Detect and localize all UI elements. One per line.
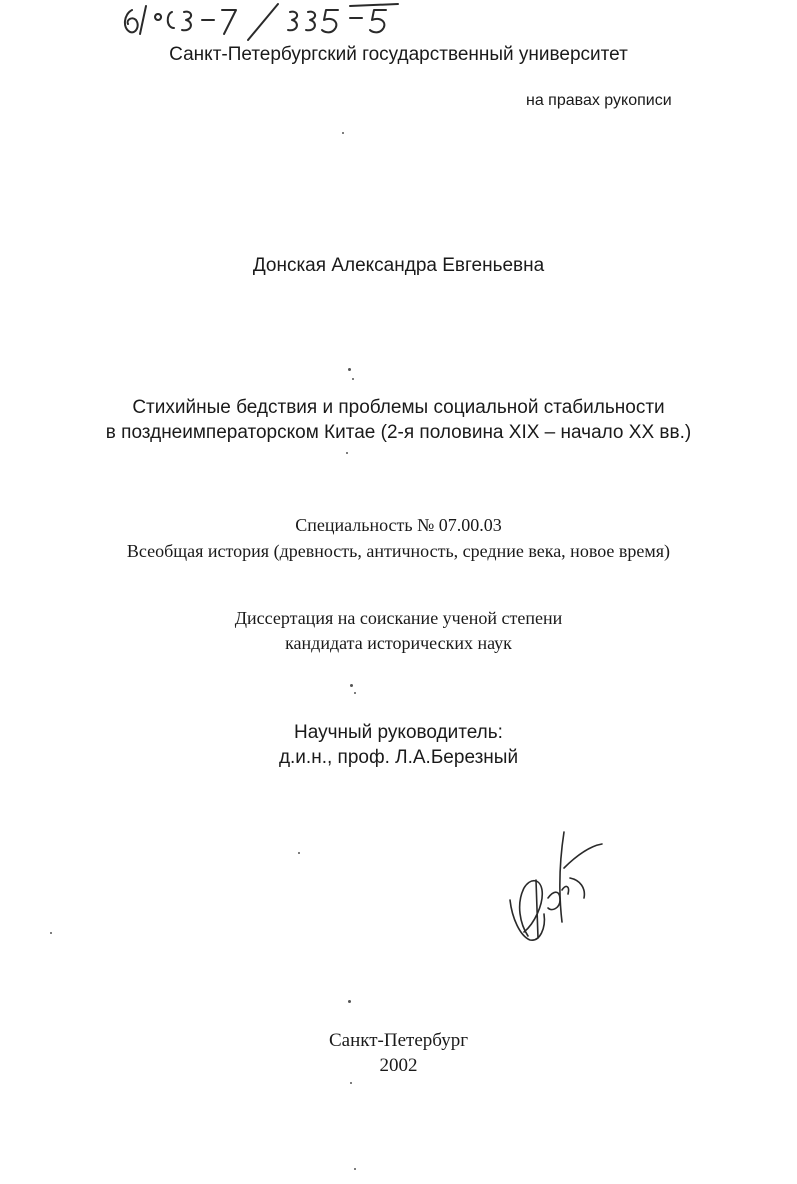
dissertation-title bbox=[0, 395, 797, 445]
year: 2002 bbox=[379, 1055, 418, 1076]
scan-speck bbox=[352, 378, 354, 380]
author-name: Донская Александра Евгеньевна bbox=[252, 255, 545, 276]
degree-line-2: кандидата исторических наук bbox=[285, 633, 512, 653]
advisor-name: д.и.н., проф. Л.А.Березный bbox=[278, 747, 519, 768]
scan-speck bbox=[298, 852, 300, 854]
specialty-field: Всеобщая история (древность, античность, средние века, новое время) bbox=[126, 541, 671, 561]
degree-line-1: Диссертация на соискание ученой степени bbox=[234, 608, 563, 628]
degree-statement bbox=[0, 606, 797, 656]
city: Санкт-Петербург bbox=[328, 1030, 468, 1051]
publication-place-year bbox=[0, 1028, 797, 1078]
title-line-1: Стихийные бедствия и проблемы социальной стабильности bbox=[132, 397, 665, 418]
university-name: Санкт-Петербургский государственный университет bbox=[169, 44, 628, 65]
scan-speck bbox=[354, 692, 356, 694]
scan-speck bbox=[342, 132, 344, 134]
handwritten-archive-code bbox=[118, 0, 498, 44]
scan-speck bbox=[348, 1000, 351, 1003]
scan-speck bbox=[350, 1082, 352, 1084]
title-line-2: в позднеимператорском Китае (2-я половина XIX – начало XX вв.) bbox=[105, 422, 692, 443]
signature bbox=[490, 828, 615, 953]
scan-speck bbox=[348, 368, 351, 371]
scientific-advisor bbox=[0, 720, 797, 770]
specialty-code: Специальность № 07.00.03 bbox=[295, 515, 502, 535]
manuscript-note: на правах рукописи bbox=[526, 92, 672, 109]
scan-speck bbox=[354, 1168, 356, 1170]
scan-speck bbox=[50, 932, 52, 934]
specialty bbox=[0, 512, 797, 564]
scan-speck bbox=[350, 684, 353, 687]
scan-speck bbox=[346, 452, 348, 454]
advisor-label: Научный руководитель: bbox=[294, 722, 503, 743]
